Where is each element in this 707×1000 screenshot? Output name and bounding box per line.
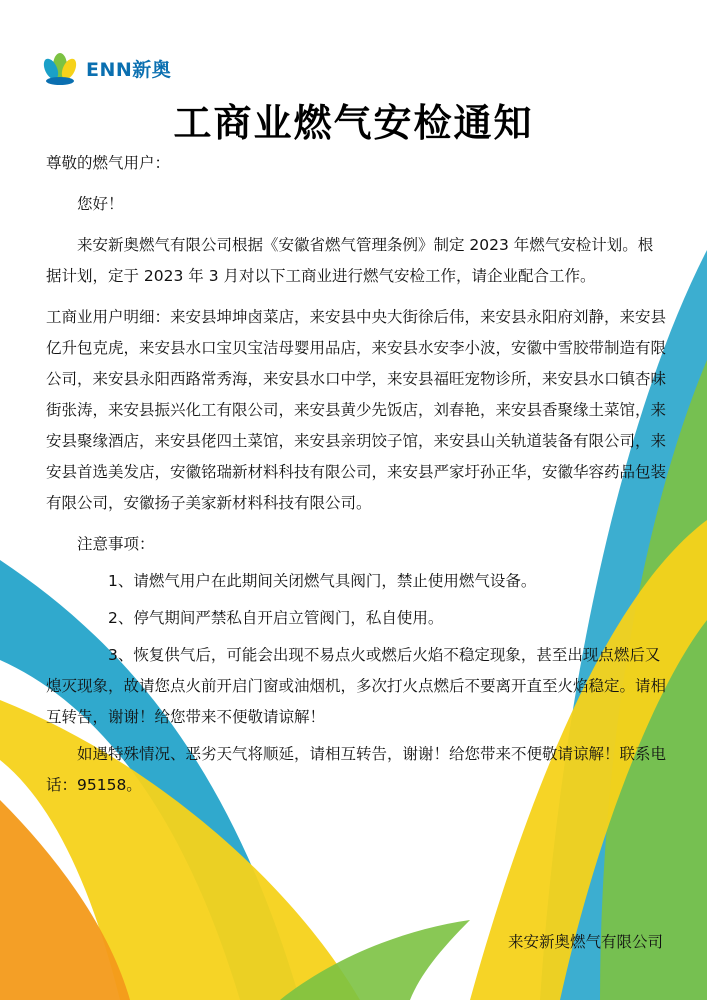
note-item: 1、请燃气用户在此期间关闭燃气具阀门，禁止使用燃气设备。	[108, 572, 537, 590]
signature-company: 来安新奥燃气有限公司	[507, 933, 663, 951]
closing-paragraph: 如遇特殊情况、恶劣天气将顺延，请相互转告，谢谢！给您带来不便敬请谅解！联系电话：95158。	[46, 745, 667, 794]
notes-title: 注意事项：	[77, 535, 155, 553]
logo-brand-text: ENN新奥	[86, 58, 172, 81]
note-item: 2、停气期间严禁私自开启立管阀门，私自使用。	[108, 609, 444, 627]
enn-flower-logo-icon	[40, 48, 80, 88]
notice-body	[46, 148, 666, 801]
intro-paragraph: 来安新奥燃气有限公司根据《安徽省燃气管理条例》制定 2023 年燃气安检计划。根据计划，定于 2023 年 3 月对以下工商业进行燃气安检工作，请企业配合工作。	[46, 236, 654, 285]
page-title: 工商业燃气安检通知	[173, 101, 534, 145]
enn-logo	[40, 48, 171, 88]
note-item: 3、恢复供气后，可能会出现不易点火或燃后火焰不稳定现象，甚至出现点燃后又熄灭现象，故请您点火前开启门窗或油烟机，多次打火点燃后不要离开直至火焰稳定。请相互转告，谢谢！给您带来不便敬请谅解！	[46, 646, 667, 726]
greeting: 您好！	[77, 195, 124, 213]
users-detail-paragraph: 工商业用户明细：来安县坤坤卤菜店，来安县中央大街徐后伟，来安县永阳府刘静，来安县亿升包克虎，来安县水口宝贝宝洁母婴用品店，来安县水安李小波，安徽中雪胶带制造有限公司，来安县永阳西路常秀海，来安县水口中学，来安县福旺宠物诊所，来安县水口镇杏味街张涛，来安县振兴化工有限公司，来安县黄少先饭店，刘春艳，来安县香聚缘土菜馆，来安县聚缘酒店，来安县佬四土菜馆，来安县亲玥饺子馆，来安县山关轨道装备有限公司，来安县首选美发店，安徽铭瑞新材料科技有限公司，来安县严家圩孙正华，安徽华容药品包装有限公司，安徽扬子美家新材料科技有限公司。	[46, 308, 667, 512]
salutation: 尊敬的燃气用户：	[46, 154, 171, 172]
